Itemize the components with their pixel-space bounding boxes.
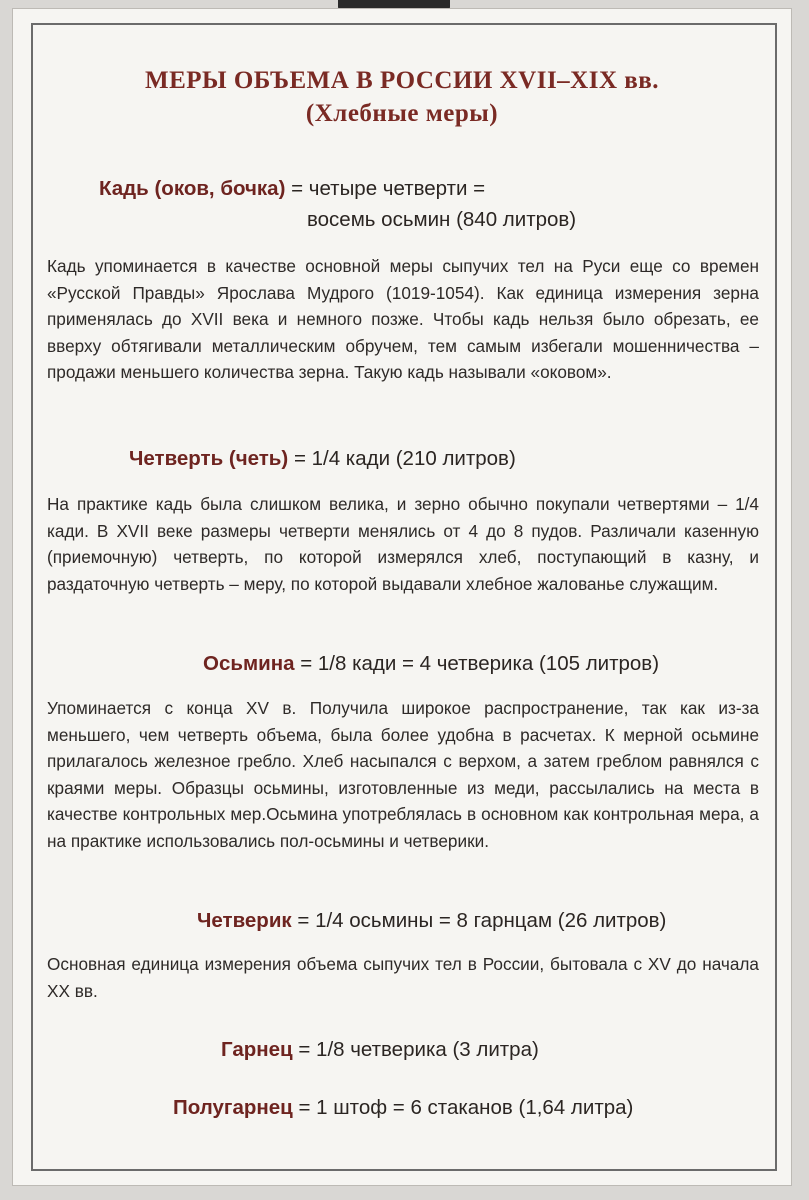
equation-polugarnets: = 1 штоф = 6 стаканов (1,64 литра) xyxy=(298,1096,634,1119)
equation-chetverik: = 1/4 осьмины = 8 гарнцам (26 литров) xyxy=(297,909,667,932)
term-chetvert: Четверть (четь) xyxy=(129,447,289,470)
paragraph-chetvert: На практике кадь была слишком велика, и зерно обычно покупали четвертями – 1/4 кади. В XVII веке размеры четверти менялись от 4 до 8 пудов. Различали казенную (приемочную) четверть, по которой измерялся хлеб, поступающий в казну, и раздаточную четверть – меру, по которой выдавали хлебное жалованье служащим. xyxy=(47,494,759,594)
poster-subtitle: (Хлебные меры) xyxy=(305,100,499,127)
equation-kad-line1: = четыре четверти = xyxy=(291,177,486,200)
term-garnets: Гарнец xyxy=(221,1038,293,1061)
term-polugarnets: Полугарнец xyxy=(173,1096,293,1119)
equation-chetvert: = 1/4 кади (210 литров) xyxy=(293,447,516,470)
heading-kad xyxy=(99,177,485,201)
term-kad: Кадь (оков, бочка) xyxy=(99,177,286,200)
term-chetverik: Четверик xyxy=(197,909,292,932)
heading-garnets xyxy=(221,1038,539,1062)
paragraph-kad: Кадь упоминается в качестве основной меры сыпучих тел на Руси еще со времен «Русской Правды» Ярослава Мудрого (1019-1054). Как единица измерения зерна применялась до XVII века и немного позже. Чтобы кадь нельзя было обрезать, ее вверху обтягивали металлическим обручем, тем самым избегали мошенничества – продажи меньшего количества зерна. Такую кадь называли «оковом». xyxy=(47,256,759,382)
info-poster xyxy=(12,8,792,1186)
equation-kad-line2: восемь осьмин (840 литров) xyxy=(307,208,577,231)
poster-title: МЕРЫ ОБЪЕМА В РОССИИ XVII–XIX вв. xyxy=(144,67,660,94)
paragraph-chetverik: Основная единица измерения объема сыпучих тел в России, бытовала с XV до начала XX вв. xyxy=(47,954,759,1001)
term-osmina: Осьмина xyxy=(203,652,295,675)
heading-chetverik xyxy=(197,909,666,933)
equation-osmina: = 1/8 кади = 4 четверика (105 литров) xyxy=(300,652,660,675)
paragraph-osmina: Упоминается с конца XV в. Получила широкое распространение, так как из-за меньшего, чем четверть объема, была более удобна в расчетах. К мерной осьмине прилагалось железное гребло. Хлеб насыпался с верхом, а затем греблом равнялся с краями меры. Образцы осьмины, изготовленные из меди, рассылались на места в качестве контрольных мер.Осьмина употреблялась в основном как контрольная мера, а на практике использовались пол-осьмины и четверики. xyxy=(47,698,759,851)
heading-osmina xyxy=(203,652,659,676)
heading-polugarnets xyxy=(173,1096,633,1120)
heading-chetvert xyxy=(129,447,516,471)
equation-garnets: = 1/8 четверика (3 литра) xyxy=(298,1038,539,1061)
